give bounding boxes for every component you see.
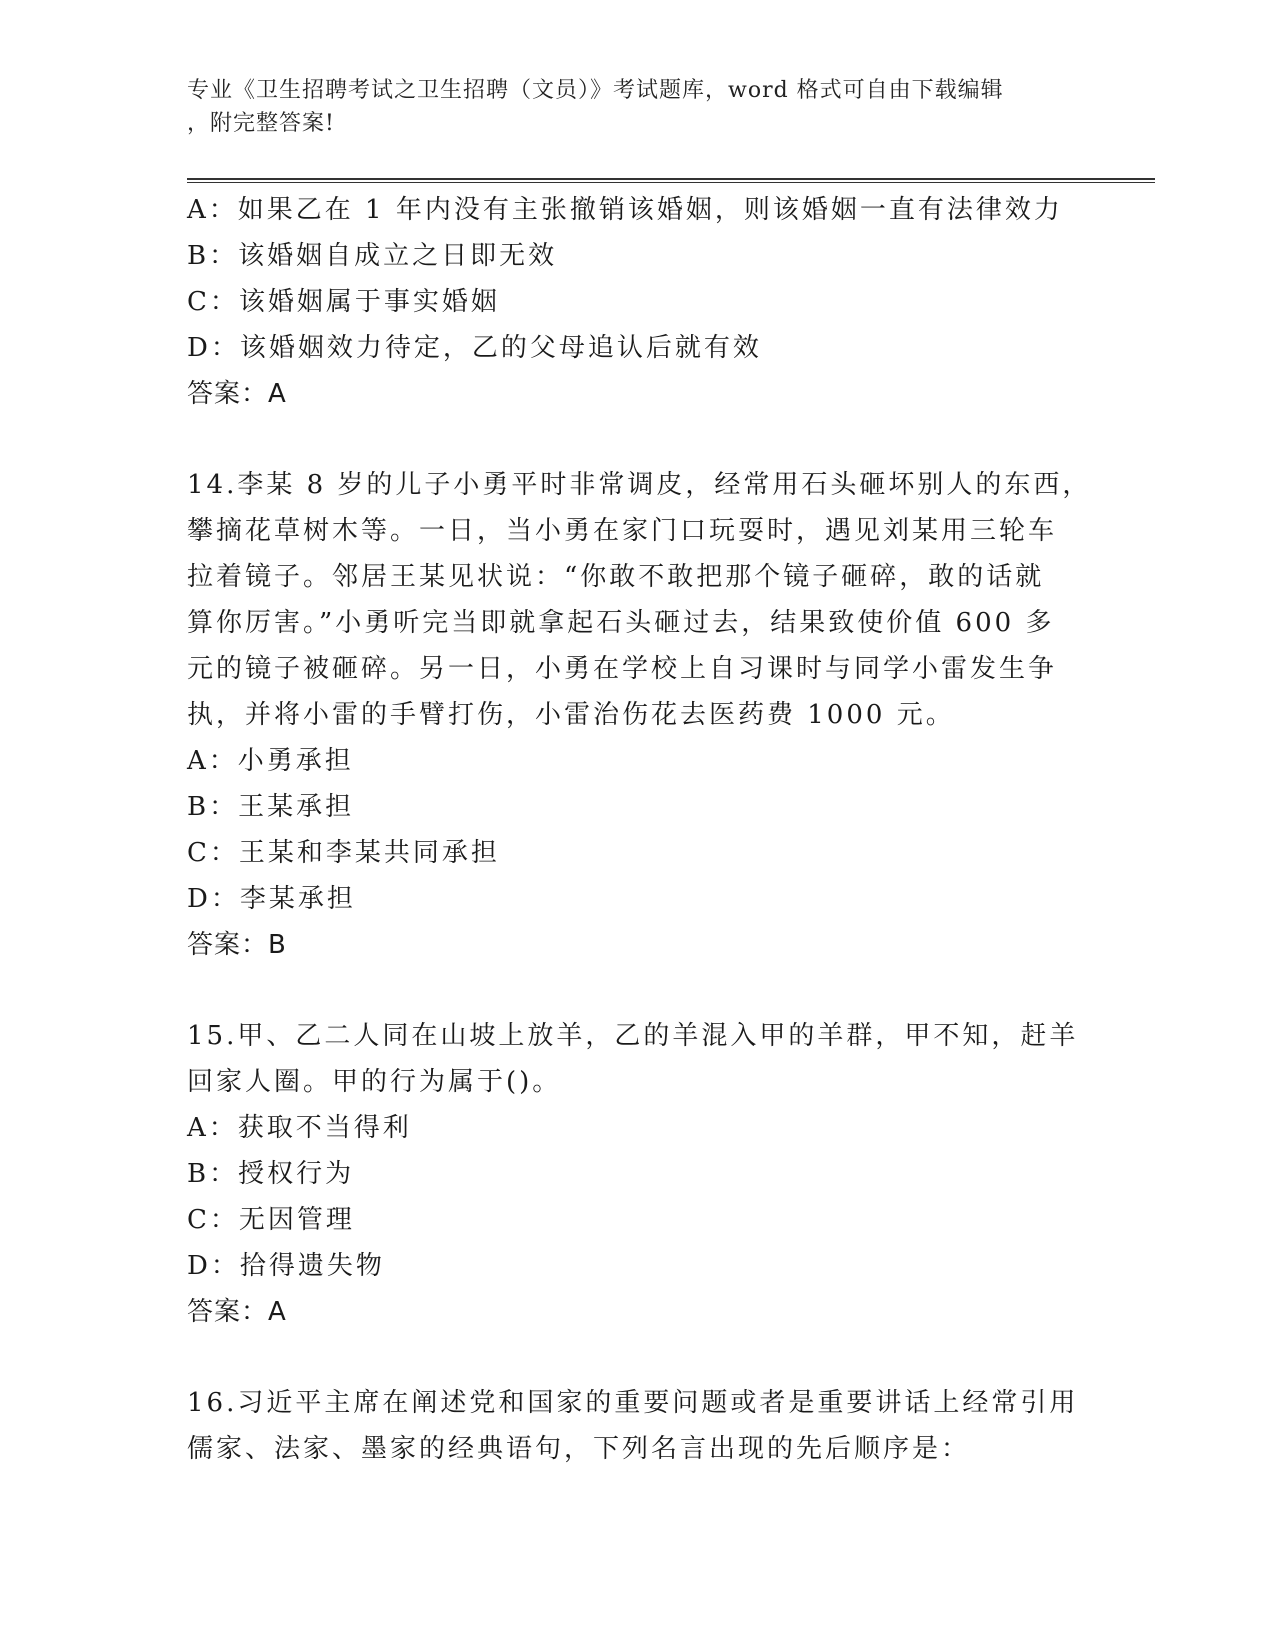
- question-text-line: 14.李某 8 岁的儿子小勇平时非常调皮，经常用石头砸坏别人的东西，: [187, 470, 1092, 500]
- question-14: [187, 462, 1092, 968]
- question-content: [187, 187, 1092, 1472]
- answer-label: 答案：A: [187, 1297, 287, 1327]
- question-text-line: 回家人圈。甲的行为属于()。: [187, 1067, 562, 1097]
- question-text-line: 拉着镜子。邻居王某见状说：“你敢不敢把那个镜子砸碎，敢的话就: [187, 562, 1045, 592]
- question-text-line: 执，并将小雷的手臂打伤，小雷治伤花去医药费 1000 元。: [187, 700, 955, 730]
- option-a: A：获取不当得利: [187, 1113, 412, 1143]
- question-16: [187, 1380, 1087, 1472]
- question-text-line: 儒家、法家、墨家的经典语句，下列名言出现的先后顺序是：: [187, 1434, 971, 1464]
- page-header: [187, 74, 1077, 140]
- option-d: D：李某承担: [187, 884, 356, 914]
- option-d: D：拾得遗失物: [187, 1251, 385, 1281]
- option-c: C：无因管理: [187, 1205, 355, 1235]
- spacer: [187, 1335, 1087, 1380]
- option-c: C：该婚姻属于事实婚姻: [187, 287, 500, 317]
- spacer: [187, 417, 1087, 462]
- option-a: A：如果乙在 1 年内没有主张撤销该婚姻，则该婚姻一直有法律效力: [187, 195, 1063, 225]
- option-b: B：王某承担: [187, 792, 355, 822]
- question-text-line: 16.习近平主席在阐述党和国家的重要问题或者是重要讲话上经常引用: [187, 1388, 1079, 1418]
- question-text-line: 15.甲、乙二人同在山坡上放羊，乙的羊混入甲的羊群，甲不知，赶羊: [187, 1021, 1079, 1051]
- option-c: C：王某和李某共同承担: [187, 838, 500, 868]
- spacer: [187, 968, 1087, 1013]
- question-text-line: 攀摘花草树木等。一日，当小勇在家门口玩耍时，遇见刘某用三轮车: [187, 516, 1058, 546]
- question-15: [187, 1013, 1087, 1335]
- question-text-line: 元的镜子被砸碎。另一日，小勇在学校上自习课时与同学小雷发生争: [187, 654, 1058, 684]
- question-13: [187, 187, 1087, 417]
- option-a: A：小勇承担: [187, 746, 354, 776]
- option-d: D：该婚姻效力待定，乙的父母追认后就有效: [187, 333, 762, 363]
- option-b: B：授权行为: [187, 1159, 355, 1189]
- header-title-line-1: 专业《卫生招聘考试之卫生招聘（文员）》考试题库，word 格式可自由下载编辑: [187, 78, 1004, 103]
- answer-label: 答案：A: [187, 379, 287, 409]
- header-title-line-2: ，附完整答案!: [187, 111, 335, 136]
- header-divider: [187, 178, 1155, 183]
- option-b: B：该婚姻自成立之日即无效: [187, 241, 558, 271]
- question-text-line: 算你厉害。”小勇听完当即就拿起石头砸过去，结果致使价值 600 多: [187, 608, 1055, 638]
- answer-label: 答案：B: [187, 930, 287, 960]
